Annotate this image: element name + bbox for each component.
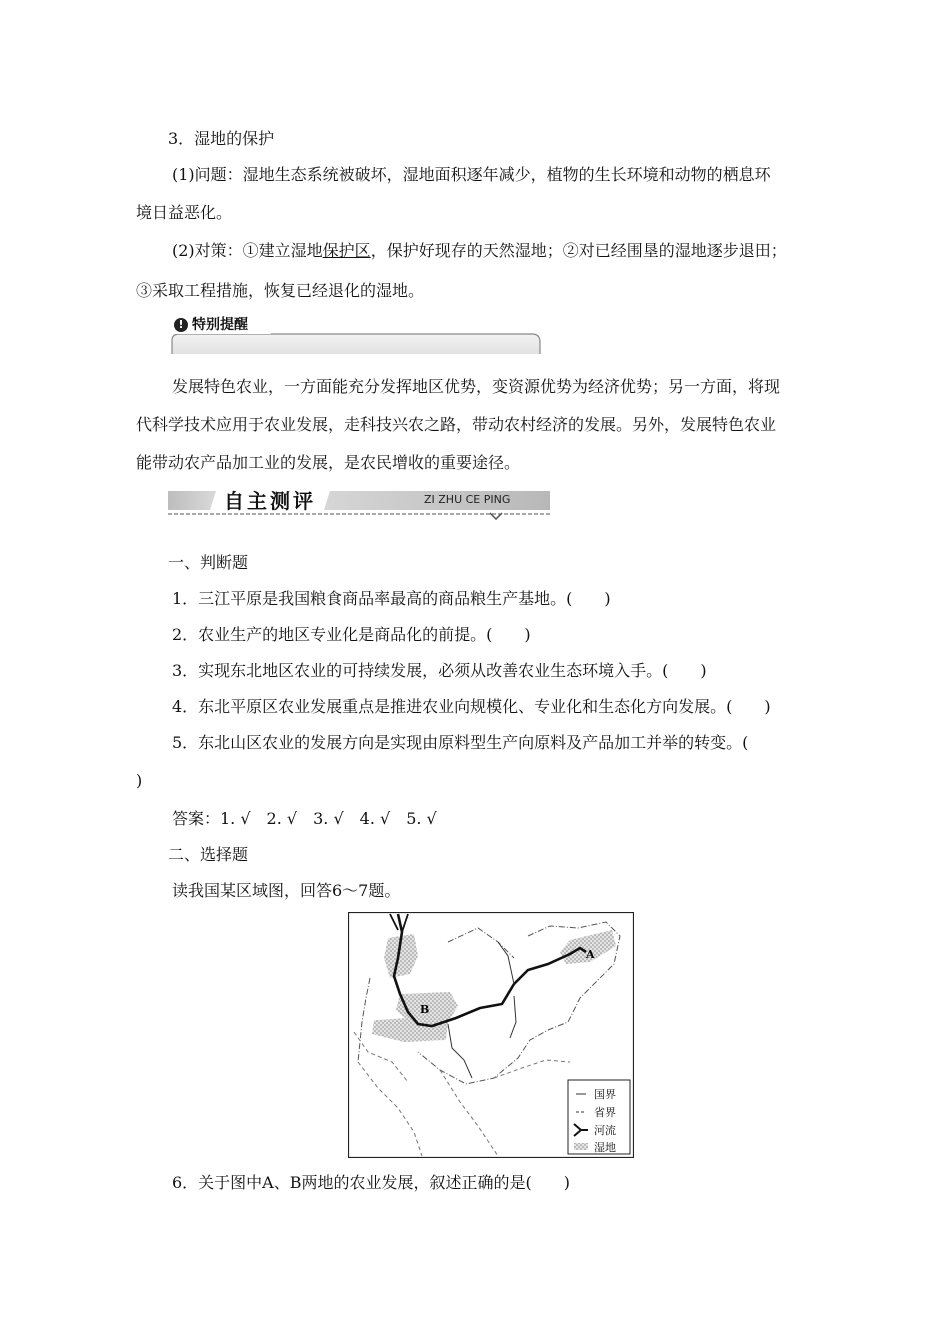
judge-question-3: 3．实现东北地区农业的可持续发展，必须从改善农业生态环境入手。( ) [172, 661, 707, 680]
measures-prefix: (2)对策：①建立湿地 [172, 241, 323, 260]
map-label-a: A [586, 948, 595, 961]
choice-heading: 二、选择题 [168, 845, 249, 864]
judge-question-1: 1．三江平原是我国粮食商品率最高的商品粮生产基地。( ) [172, 589, 611, 608]
tip-text-line3: 能带动农产品加工业的发展，是农民增收的重要途径。 [136, 453, 521, 472]
measures-underlined: 保护区 [322, 241, 371, 260]
problem-text-line1: (1)问题：湿地生态系统被破坏，湿地面积逐年减少，植物的生长环境和动物的栖息环 [172, 165, 771, 184]
judge-question-2: 2．农业生产的地区专业化是商品化的前提。( ) [172, 625, 531, 644]
legend-provincial-border: 省界 [594, 1106, 616, 1119]
choice-question-6: 6．关于图中A、B两地的农业发展，叙述正确的是( ) [172, 1173, 570, 1192]
legend-river: 河流 [594, 1124, 616, 1137]
measures-text-line2: ③采取工程措施，恢复已经退化的湿地。 [136, 281, 425, 300]
tip-text-line1: 发展特色农业，一方面能充分发挥地区优势，变资源优势为经济优势；另一方面，将现 [172, 377, 781, 396]
measures-text-line1 [172, 240, 787, 262]
banner-title: 自主测评 [224, 489, 316, 513]
legend-wetland: 湿地 [594, 1141, 616, 1154]
problem-text-line2: 境日益恶化。 [136, 203, 233, 222]
banner-subtitle: ZI ZHU CE PING [424, 493, 511, 506]
judge-answers: 答案：1. √ 2. √ 3. √ 4. √ 5. √ [172, 809, 437, 828]
tip-title: 特别提醒 [192, 317, 248, 333]
tip-text-line2: 代科学技术应用于农业发展，走科技兴农之路，带动农村经济的发展。另外，发展特色农业 [136, 415, 777, 434]
measures-suffix: ，保护好现存的天然湿地；②对已经围垦的湿地逐步退田； [370, 241, 787, 260]
choice-intro: 读我国某区域图，回答6～7题。 [172, 881, 401, 900]
judge-question-4: 4．东北平原区农业发展重点是推进农业向规模化、专业化和生态化方向发展。( ) [172, 697, 771, 716]
judge-question-5-line1: 5．东北山区农业的发展方向是实现由原料型生产向原料及产品加工并举的转变。( [172, 733, 749, 752]
section-heading: 3．湿地的保护 [168, 129, 275, 148]
judge-question-5-line2: ) [136, 771, 143, 790]
legend-national-border: 国界 [594, 1088, 616, 1101]
judge-heading: 一、判断题 [168, 553, 249, 572]
legend-wetland-symbol [574, 1143, 588, 1150]
region-map [348, 912, 634, 1158]
map-label-b: B [420, 1003, 430, 1016]
exclamation-icon: ! [174, 318, 188, 332]
